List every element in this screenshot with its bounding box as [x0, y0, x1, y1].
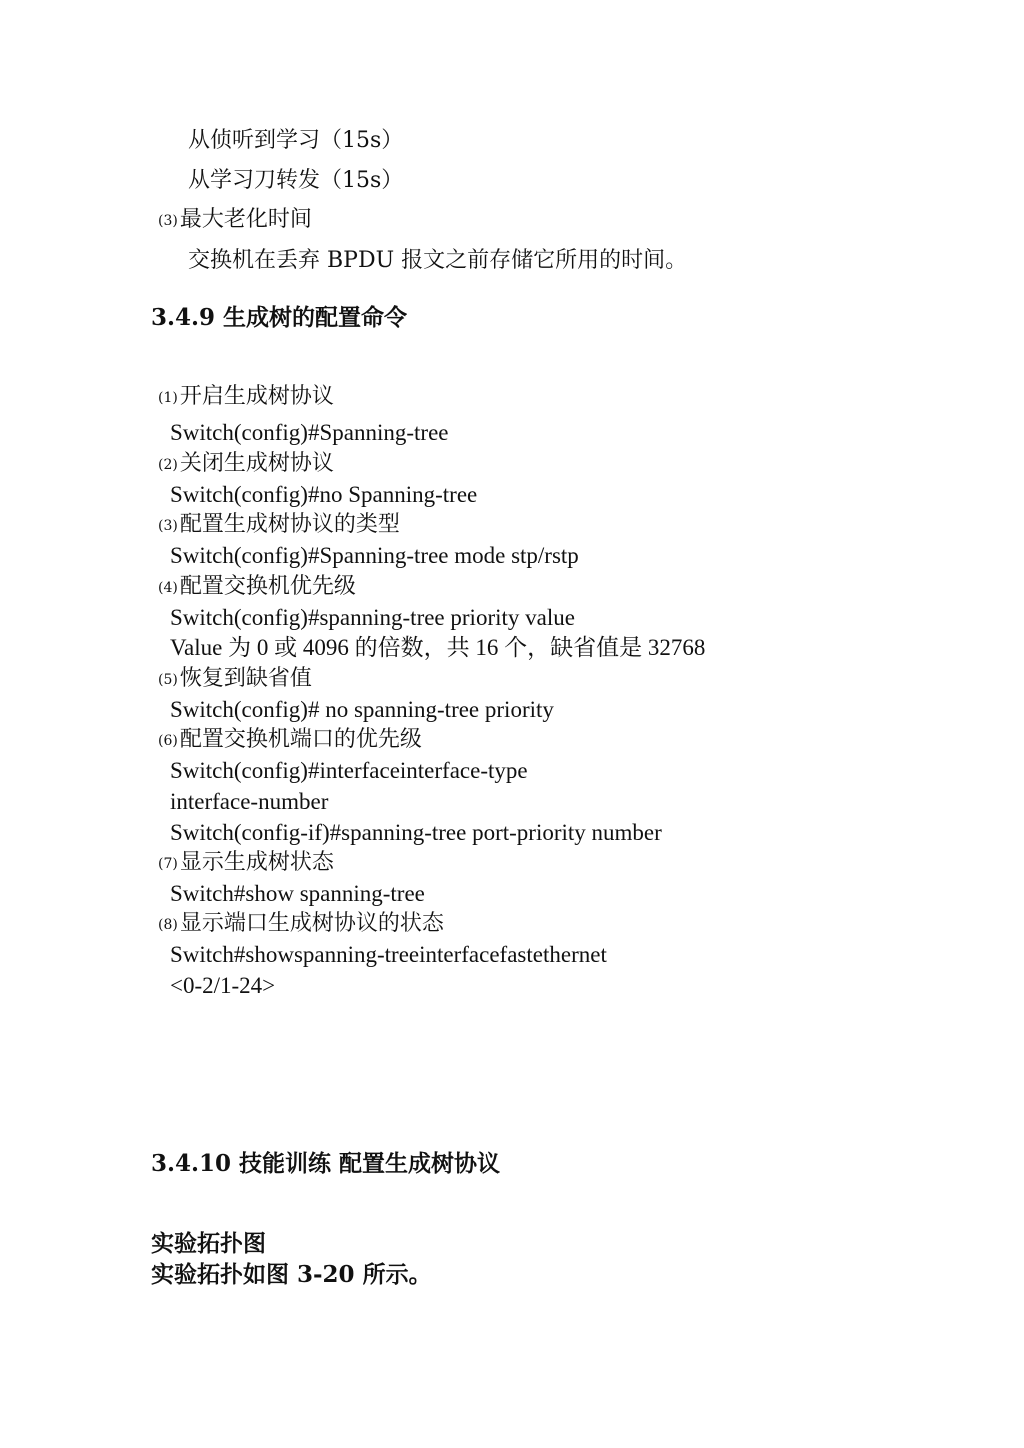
command-line: <0-2/1-24>	[170, 973, 276, 998]
config-item-8	[158, 909, 444, 940]
command-line: Switch(config)#Spanning-tree mode stp/rstp	[170, 543, 579, 568]
item-number: (4)	[158, 580, 178, 596]
config-item-1	[158, 382, 334, 413]
item-label: 配置生成树协议的类型	[179, 512, 400, 537]
item-number: (8)	[158, 917, 178, 933]
command-line: Switch(config)# no spanning-tree priority	[170, 697, 554, 722]
item-number: (3)	[158, 518, 178, 534]
item-number: (6)	[158, 733, 178, 749]
command-line: Switch(config)#interfaceinterface-type	[170, 758, 528, 783]
subsection-description: 实验拓扑如图 3-20 所示。	[151, 1261, 432, 1288]
item-label: 显示生成树状态	[179, 850, 334, 875]
config-item-2	[158, 449, 334, 480]
intro-item-3-desc: 交换机在丢弃 BPDU 报文之前存储它所用的时间。	[188, 248, 688, 273]
config-item-6	[158, 725, 422, 756]
intro-line-1: 从侦听到学习（15s）	[188, 128, 404, 153]
intro-item-3	[158, 205, 312, 236]
item-label: 恢复到缺省值	[179, 666, 312, 691]
command-line: Switch(config-if)#spanning-tree port-priority number	[170, 820, 662, 845]
command-line: Switch(config)#Spanning-tree	[170, 420, 449, 445]
description-line: Value 为 0 或 4096 的倍数，共 16 个，缺省值是 32768	[170, 635, 706, 660]
item-number: (2)	[158, 457, 178, 473]
item-number: (7)	[158, 856, 178, 872]
command-line: Switch#showspanning-treeinterfacefastethernet	[170, 942, 607, 967]
item-number: (1)	[158, 390, 178, 406]
command-line: Switch(config)#spanning-tree priority value	[170, 605, 575, 630]
command-line: interface-number	[170, 789, 329, 814]
config-item-3	[158, 510, 400, 541]
config-item-5	[158, 664, 312, 695]
subsection-title: 实验拓扑图	[151, 1230, 266, 1257]
item-label: 开启生成树协议	[179, 384, 334, 409]
section-heading-3-4-10: 3.4.10 技能训练 配置生成树协议	[151, 1150, 501, 1177]
item-label: 关闭生成树协议	[179, 451, 334, 476]
item-label: 显示端口生成树协议的状态	[179, 911, 444, 936]
item-number: (5)	[158, 672, 178, 688]
config-item-4	[158, 572, 356, 603]
item-number: (3)	[158, 213, 178, 229]
section-heading-3-4-9: 3.4.9 生成树的配置命令	[151, 304, 408, 331]
item-label: 配置交换机优先级	[179, 574, 356, 599]
intro-line-2: 从学习刀转发（15s）	[188, 168, 404, 193]
command-line: Switch#show spanning-tree	[170, 881, 425, 906]
command-line: Switch(config)#no Spanning-tree	[170, 482, 478, 507]
config-item-7	[158, 848, 334, 879]
item-label: 配置交换机端口的优先级	[179, 727, 422, 752]
item-label: 最大老化时间	[179, 207, 312, 232]
